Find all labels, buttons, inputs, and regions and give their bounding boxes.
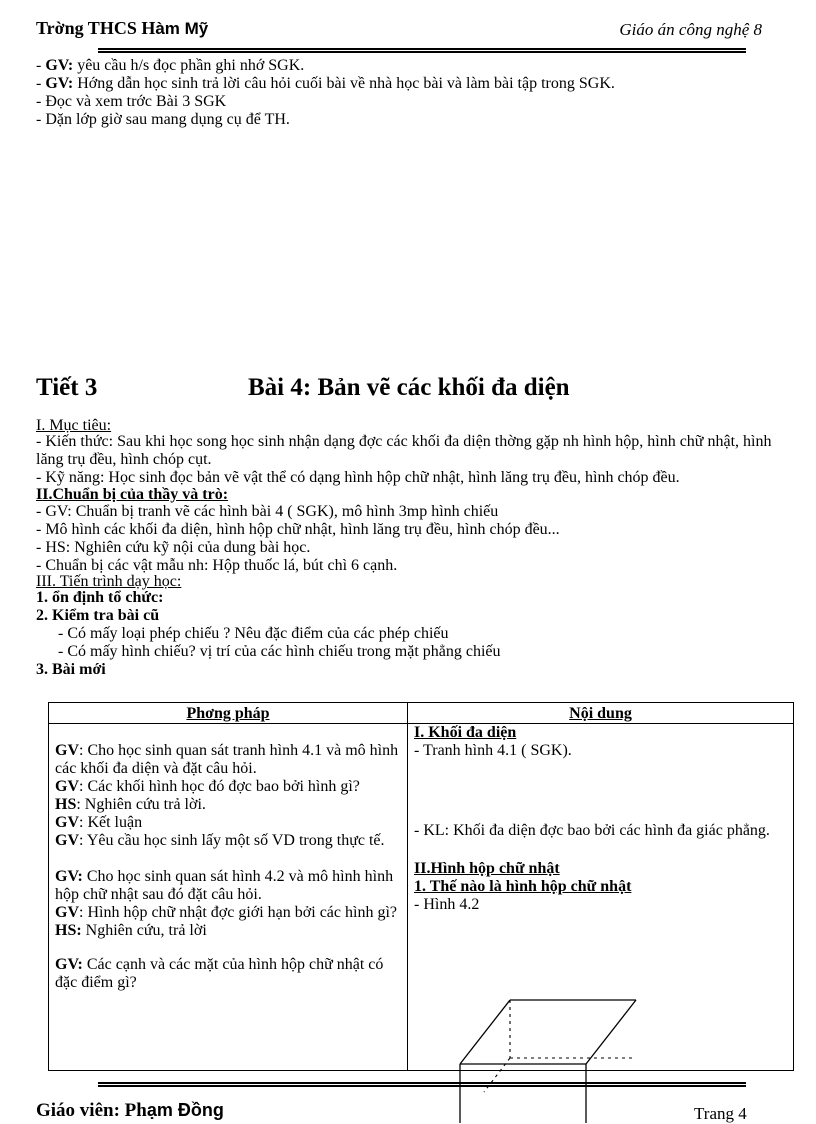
- intro-line-4: - Dặn lớp giờ sau mang dụng cụ để TH.: [36, 111, 290, 128]
- prep-item: - GV: Chuẩn bị tranh vẽ các hình bài 4 ( SGK), mô hình 3mp hình chiếu: [36, 503, 499, 520]
- prep-item: - HS: Nghiên cứu kỹ nội của dung bài học.: [36, 539, 311, 556]
- column-header-content: Nội dung: [408, 703, 794, 724]
- skills-text: - Kỹ năng: Học sinh đọc bản vẽ vật thể có dạng hình hộp chữ nhật, hình lăng trụ đều, hình chóp đều.: [36, 469, 680, 486]
- column-header-method: Phơng pháp: [49, 703, 408, 724]
- method-line: GV: Kết luận: [55, 814, 143, 831]
- page-number: Trang 4: [694, 1104, 747, 1123]
- step-1: 1. ổn định tổ chức:: [36, 589, 164, 606]
- footer-divider: [98, 1082, 746, 1084]
- document-title: Giáo án công nghệ 8: [619, 20, 762, 39]
- intro-line-4-text: Dặn lớp giờ sau mang dụng cụ để TH.: [45, 111, 290, 128]
- method-line: GV: Cho học sinh quan sát hình 4.2 và mô hình hình hộp chữ nhật sau đó đặt câu hỏi.: [55, 868, 394, 903]
- school-name: [36, 18, 208, 39]
- objectives-heading: I. Mục tiêu:: [36, 417, 112, 434]
- teacher-prefix: Giáo viên: Ph: [36, 1100, 147, 1121]
- rectangular-box-figure: [454, 996, 644, 1123]
- method-cell: [49, 724, 408, 1071]
- content-line: - Hình 4.2: [414, 896, 480, 913]
- content-heading-1: I. Khối đa diện: [414, 724, 517, 741]
- method-line: GV: Hình hộp chữ nhật đợc giới hạn bởi các hình gì?: [55, 904, 397, 921]
- box-edge: [586, 1000, 636, 1064]
- question: - Có mấy hình chiếu? vị trí của các hình chiếu trong mặt phẳng chiếu: [58, 643, 501, 660]
- lesson-period: Tiết 3: [36, 374, 98, 401]
- school-suffix: àm Mỹ: [155, 19, 209, 38]
- teacher-name: [36, 1100, 224, 1122]
- method-line: GV: Yêu cầu học sinh lấy một số VD trong thực tế.: [55, 832, 385, 849]
- teacher-suffix: ạm Đồng: [146, 1100, 224, 1120]
- method-line: HS: Nghiên cứu, trả lời: [55, 922, 207, 939]
- intro-line-1-label: GV:: [45, 57, 74, 74]
- step-2: 2. Kiểm tra bài cũ: [36, 607, 160, 624]
- intro-line-2-text: Hớng dẫn học sinh trả lời câu hỏi cuối bài về nhà học bài và làm bài tập trong SGK.: [73, 75, 615, 92]
- objectives-block: [36, 418, 796, 679]
- knowledge-text: - Kiến thức: Sau khi học song học sinh nhận dạng đợc các khối đa diện thờng gặp nh hình hộp, hình chữ nhật, hình lăng trụ đều, hình chóp cụt.: [36, 433, 772, 468]
- intro-line-3-text: Đọc và xem trớc Bài 3 SGK: [45, 93, 227, 110]
- prep-item: - Chuẩn bị các vật mẫu nh: Hộp thuốc lá, bút chì 6 cạnh.: [36, 557, 398, 574]
- intro-line-2: - GV: Hớng dẫn học sinh trả lời câu hỏi cuối bài về nhà học bài và làm bài tập trong SGK.: [36, 75, 615, 92]
- intro-line-1: - GV: yêu cầu h/s đọc phần ghi nhớ SGK.: [36, 57, 305, 74]
- prep-item: - Mô hình các khối đa diện, hình hộp chữ nhật, hình lăng trụ đều, hình chóp đều...: [36, 521, 560, 538]
- method-line: GV: Cho học sinh quan sát tranh hình 4.1 và mô hình các khối đa diện và đặt câu hỏi.: [55, 742, 399, 777]
- process-heading: III. Tiến trình dạy học:: [36, 573, 182, 590]
- intro-line-2-label: GV:: [45, 75, 74, 92]
- prep-heading: II.Chuẩn bị của thầy và trò:: [36, 486, 229, 503]
- school-prefix: Trờng THCS H: [36, 18, 156, 38]
- question: - Có mấy loại phép chiếu ? Nêu đặc điểm của các phép chiếu: [58, 625, 449, 642]
- method-line: HS: Nghiên cứu trả lời.: [55, 796, 206, 813]
- method-line: GV: Các khối hình học đó đợc bao bởi hình gì?: [55, 778, 360, 795]
- lesson-table: [48, 702, 794, 1071]
- header-divider: [98, 48, 746, 50]
- step-3: 3. Bài mới: [36, 661, 106, 678]
- intro-line-1-text: yêu cầu h/s đọc phần ghi nhớ SGK.: [73, 57, 305, 74]
- content-heading-3: 1. Thế nào là hình hộp chữ nhật: [414, 878, 632, 895]
- intro-line-3: - Đọc và xem trớc Bài 3 SGK: [36, 93, 227, 110]
- lesson-title: Bài 4: Bản vẽ các khối đa diện: [248, 374, 570, 401]
- content-line: - KL: Khối đa diện đợc bao bởi các hình đa giác phẳng.: [414, 822, 770, 839]
- method-line: GV: Các cạnh và các mặt của hình hộp chữ nhật có đặc điểm gì?: [55, 956, 384, 991]
- content-heading-2: II.Hình hộp chữ nhật: [414, 860, 560, 877]
- box-edge: [460, 1000, 510, 1064]
- content-line: - Tranh hình 4.1 ( SGK).: [414, 742, 572, 759]
- box-hidden-edge: [484, 1058, 510, 1092]
